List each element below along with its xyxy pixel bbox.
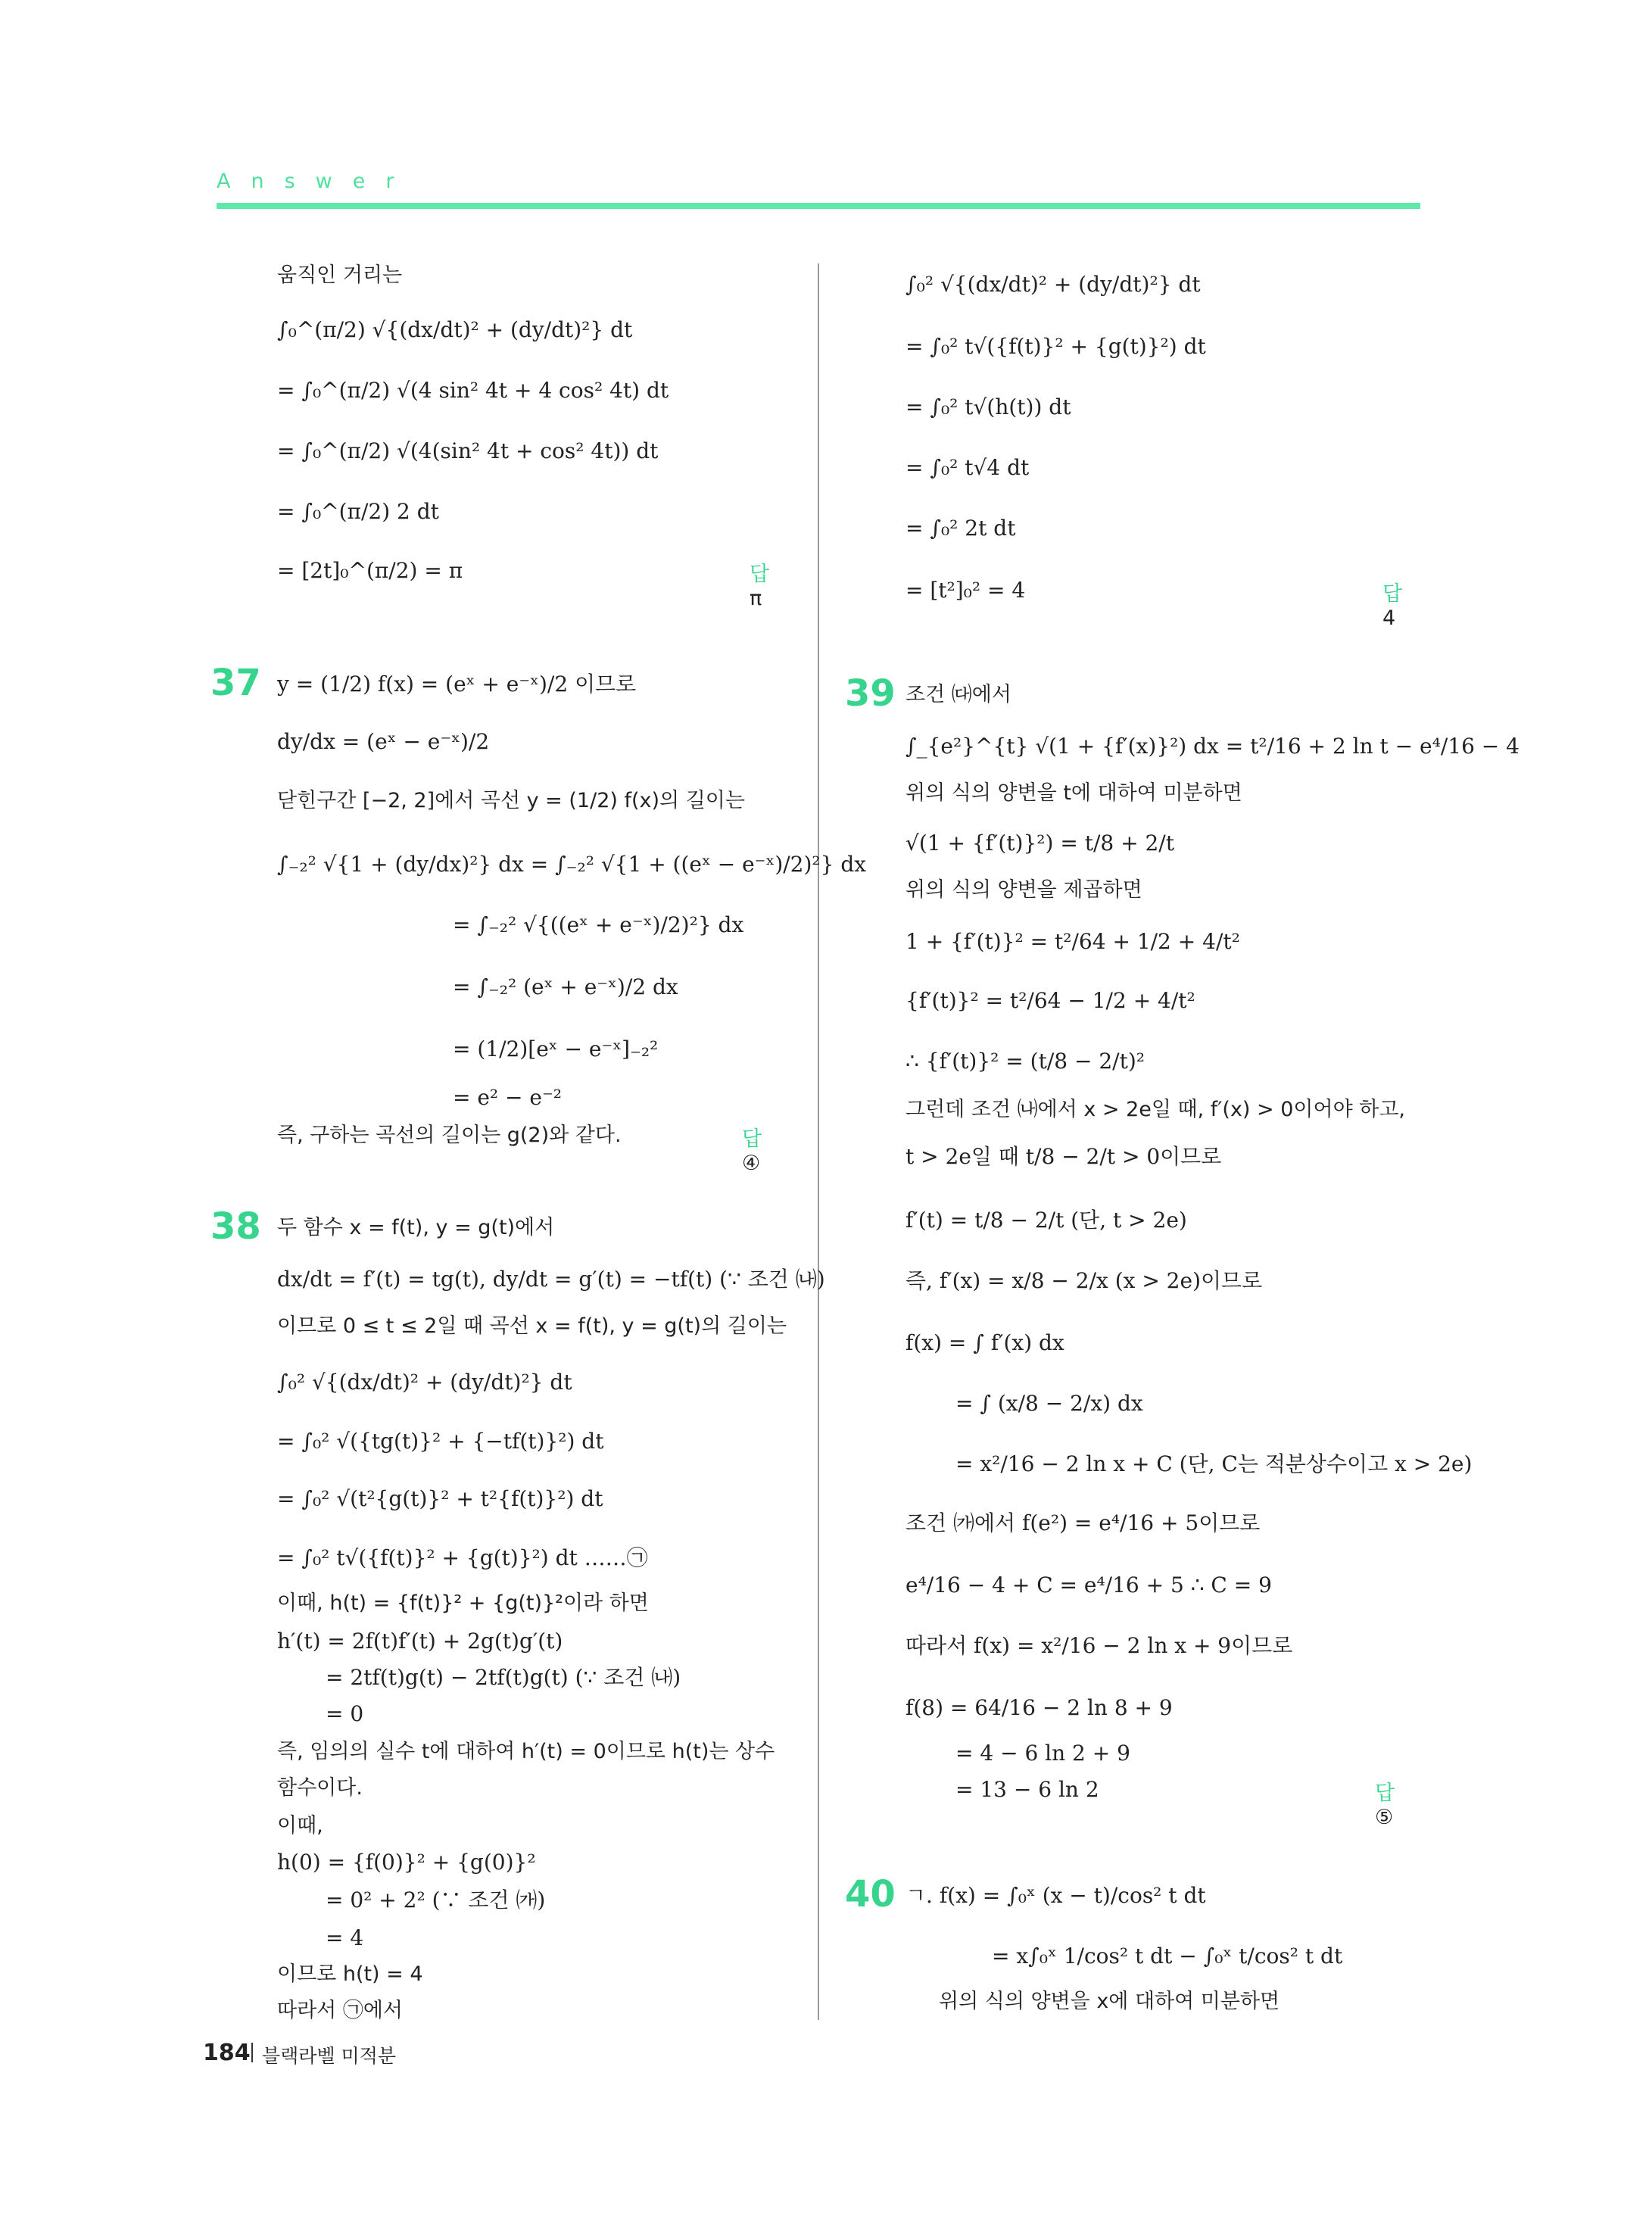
math-line: √(1 + {f′(t)}²) = t/8 + 2/t bbox=[905, 831, 1174, 856]
problem-number: 39 bbox=[845, 672, 896, 715]
math-line: y = (1/2) f(x) = (eˣ + e⁻ˣ)/2 이므로 bbox=[277, 672, 637, 697]
math-line: = 4 − 6 ln 2 + 9 bbox=[955, 1741, 1130, 1766]
math-line: ∫₀² √{(dx/dt)² + (dy/dt)²} dt bbox=[277, 1370, 572, 1395]
math-line: dx/dt = f′(t) = tg(t), dy/dt = g′(t) = −tf(t) (∵ 조건 ㈏) bbox=[277, 1267, 825, 1292]
math-line: = [2t]₀^(π/2) = π bbox=[277, 558, 463, 583]
math-line: = x²/16 − 2 ln x + C (단, C는 적분상수이고 x > 2e) bbox=[955, 1451, 1473, 1476]
answer-39 bbox=[1375, 1776, 1395, 1829]
text-line: 두 함수 x = f(t), y = g(t)에서 bbox=[277, 1216, 555, 1239]
math-line: = ∫₀² 2t dt bbox=[905, 516, 1016, 541]
math-line: = (1/2)[eˣ − e⁻ˣ]₋₂² bbox=[453, 1036, 659, 1061]
problem-number: 40 bbox=[845, 1873, 896, 1915]
math-line: t > 2e일 때 t/8 − 2/t > 0이므로 bbox=[905, 1144, 1222, 1169]
text-line: 위의 식의 양변을 x에 대하여 미분하면 bbox=[939, 1990, 1280, 2013]
math-line: e⁴/16 − 4 + C = e⁴/16 + 5 ∴ C = 9 bbox=[905, 1573, 1272, 1598]
math-line: = ∫₋₂² √{((eˣ + e⁻ˣ)/2)²} dx bbox=[453, 912, 744, 937]
math-line: {f′(t)}² = t²/64 − 1/2 + 4/t² bbox=[905, 988, 1195, 1013]
text-line: 조건 ㈐에서 bbox=[905, 683, 1011, 706]
math-line: = ∫₀² t√({f(t)}² + {g(t)}²) dt ……㉠ bbox=[277, 1545, 648, 1570]
text-line: 움직인 거리는 bbox=[277, 263, 403, 287]
section-header: Answer bbox=[217, 170, 415, 193]
problem-number: 38 bbox=[210, 1205, 261, 1248]
book-title: 블랙라벨 미적분 bbox=[262, 2045, 396, 2067]
math-line: = ∫₀^(π/2) √(4 sin² 4t + 4 cos² 4t) dt bbox=[277, 378, 669, 403]
text-line: 위의 식의 양변을 t에 대하여 미분하면 bbox=[905, 781, 1242, 805]
answer-36 bbox=[750, 557, 769, 610]
math-line: h′(t) = 2f(t)f′(t) + 2g(t)g′(t) bbox=[277, 1629, 563, 1654]
header-rule bbox=[217, 203, 1420, 209]
answer-value: ⑤ bbox=[1375, 1806, 1394, 1829]
text-line: 이때, bbox=[277, 1814, 323, 1838]
text-line: 그런데 조건 ㈏에서 x > 2e일 때, f′(x) > 0이어야 하고, bbox=[905, 1098, 1406, 1121]
math-line: ∫₀² √{(dx/dt)² + (dy/dt)²} dt bbox=[905, 272, 1201, 297]
answer-label: 답 bbox=[1382, 582, 1403, 606]
math-line: = ∫₀² √(t²{g(t)}² + t²{f(t)}²) dt bbox=[277, 1486, 603, 1511]
text-line: 이므로 h(t) = 4 bbox=[277, 1962, 423, 1986]
math-line: ∫₀^(π/2) √{(dx/dt)² + (dy/dt)²} dt bbox=[277, 317, 633, 342]
answer-38 bbox=[1382, 577, 1402, 630]
answer-value: π bbox=[750, 587, 762, 610]
math-line: ∫_{e²}^{t} √(1 + {f′(x)}²) dx = t²/16 + 2 ln t − e⁴/16 − 4 bbox=[905, 734, 1520, 759]
problem-number: 37 bbox=[210, 662, 261, 704]
math-line: 따라서 f(x) = x²/16 − 2 ln x + 9이므로 bbox=[905, 1633, 1293, 1658]
math-line: h(0) = {f(0)}² + {g(0)}² bbox=[277, 1850, 536, 1875]
text-line: 닫힌구간 [−2, 2]에서 곡선 y = (1/2) f(x)의 길이는 bbox=[277, 789, 745, 812]
page-number: 184 bbox=[203, 2040, 251, 2066]
answer-37 bbox=[742, 1122, 762, 1175]
text-line: 함수이다. bbox=[277, 1776, 363, 1800]
text-line: 이때, h(t) = {f(t)}² + {g(t)}²이라 하면 bbox=[277, 1591, 649, 1615]
math-line: = ∫₀^(π/2) 2 dt bbox=[277, 499, 439, 524]
math-line: = e² − e⁻² bbox=[453, 1085, 562, 1110]
answer-label: 답 bbox=[750, 563, 770, 586]
math-line: = 2tf(t)g(t) − 2tf(t)g(t) (∵ 조건 ㈏) bbox=[326, 1665, 681, 1690]
text-line: 즉, 임의의 실수 t에 대하여 h′(t) = 0이므로 h(t)는 상수 bbox=[277, 1740, 775, 1763]
math-line: = ∫₋₂² (eˣ + e⁻ˣ)/2 dx bbox=[453, 974, 678, 999]
text-line: 따라서 ㉠에서 bbox=[277, 1999, 403, 2022]
math-line: f(x) = ∫ f′(x) dx bbox=[905, 1330, 1064, 1355]
math-line: f(8) = 64/16 − 2 ln 8 + 9 bbox=[905, 1695, 1173, 1720]
math-line: = ∫₀² t√4 dt bbox=[905, 455, 1030, 480]
math-line: f′(t) = t/8 − 2/t (단, t > 2e) bbox=[905, 1208, 1187, 1233]
math-line: = [t²]₀² = 4 bbox=[905, 578, 1026, 603]
math-line: = 13 − 6 ln 2 bbox=[955, 1777, 1099, 1802]
text-line: 이므로 0 ≤ t ≤ 2일 때 곡선 x = f(t), y = g(t)의 길이는 bbox=[277, 1314, 787, 1338]
math-line: = x∫₀ˣ 1/cos² t dt − ∫₀ˣ t/cos² t dt bbox=[992, 1944, 1343, 1968]
math-line: 1 + {f′(t)}² = t²/64 + 1/2 + 4/t² bbox=[905, 929, 1240, 954]
math-line: = ∫₀² t√({f(t)}² + {g(t)}²) dt bbox=[905, 334, 1206, 359]
answer-label: 답 bbox=[1375, 1781, 1395, 1805]
math-line: = ∫ (x/8 − 2/x) dx bbox=[955, 1391, 1143, 1416]
math-line: ∴ {f′(t)}² = (t/8 − 2/t)² bbox=[905, 1049, 1145, 1074]
math-line: = ∫₀^(π/2) √(4(sin² 4t + cos² 4t)) dt bbox=[277, 438, 659, 463]
math-line: dy/dx = (eˣ − e⁻ˣ)/2 bbox=[277, 729, 490, 754]
answer-value: ④ bbox=[742, 1152, 761, 1175]
math-line: = 0 bbox=[326, 1701, 364, 1726]
answer-value: 4 bbox=[1382, 606, 1396, 630]
text-line: 위의 식의 양변을 제곱하면 bbox=[905, 878, 1142, 902]
footer-divider bbox=[251, 2043, 253, 2062]
math-line: = 0² + 2² (∵ 조건 ㈎) bbox=[326, 1887, 546, 1912]
math-line: ㄱ. f(x) = ∫₀ˣ (x − t)/cos² t dt bbox=[905, 1883, 1206, 1908]
math-line: ∫₋₂² √{1 + (dy/dx)²} dx = ∫₋₂² √{1 + ((eˣ − e⁻ˣ)/2)²} dx bbox=[277, 852, 867, 877]
math-line: = 4 bbox=[326, 1925, 364, 1950]
math-line: 조건 ㈎에서 f(e²) = e⁴/16 + 5이므로 bbox=[905, 1510, 1261, 1535]
column-divider bbox=[818, 263, 819, 2020]
answer-label: 답 bbox=[742, 1127, 762, 1151]
math-line: = ∫₀² t√(h(t)) dt bbox=[905, 394, 1071, 419]
math-line: 즉, f′(x) = x/8 − 2/x (x > 2e)이므로 bbox=[905, 1268, 1263, 1293]
text-line: 즉, 구하는 곡선의 길이는 g(2)와 같다. bbox=[277, 1124, 622, 1147]
math-line: = ∫₀² √({tg(t)}² + {−tf(t)}²) dt bbox=[277, 1429, 604, 1454]
